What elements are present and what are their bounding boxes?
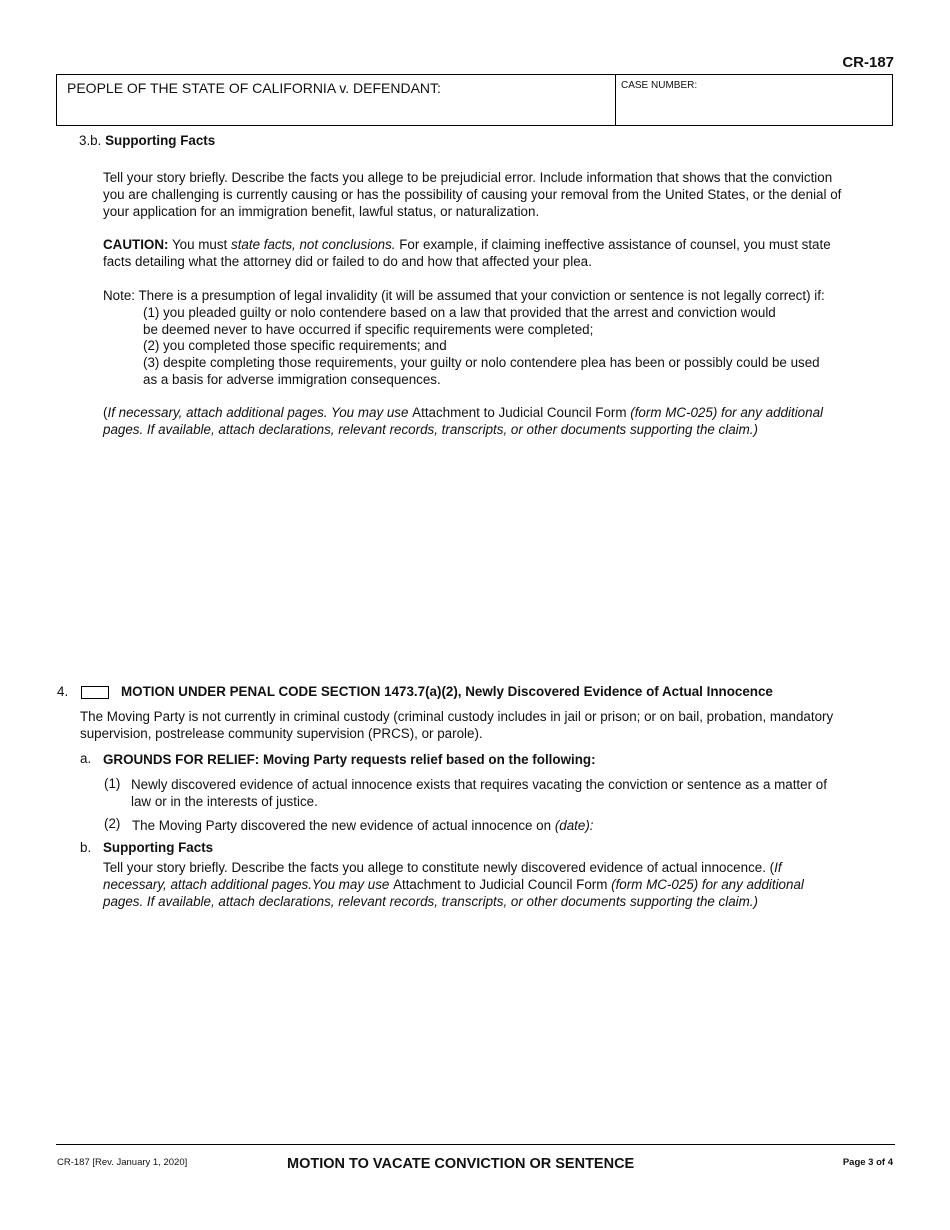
item-1-line: Newly discovered evidence of actual innocence exists that requires vacating the conviction or sentence as a matter of bbox=[131, 777, 827, 792]
date-input[interactable] bbox=[616, 814, 893, 834]
caution-paragraph bbox=[103, 237, 831, 271]
caution-emphasis: state facts, not conclusions. bbox=[231, 237, 396, 252]
section-4-title: MOTION UNDER PENAL CODE SECTION 1473.7(a)(2), Newly Discovered Evidence of Actual Innocence bbox=[121, 684, 773, 699]
note-item: (1) you pleaded guilty or nolo contendere based on a law that provided that the arrest and conviction would bbox=[143, 304, 776, 320]
instruction-line: pages. If available, attach declarations, relevant records, transcripts, or other documents supporting the claim.) bbox=[103, 893, 758, 909]
case-caption-parties: PEOPLE OF THE STATE OF CALIFORNIA v. DEFENDANT: bbox=[67, 80, 441, 96]
item-1-line: law or in the interests of justice. bbox=[131, 793, 318, 809]
footer-revision: CR-187 [Rev. January 1, 2020] bbox=[57, 1157, 188, 1168]
attach-text: If necessary, attach additional pages. You may use bbox=[107, 405, 413, 420]
item-b-title: Supporting Facts bbox=[103, 840, 214, 855]
intro-line: The Moving Party is not currently in criminal custody (criminal custody includes in jail or prison; or on bail, probation, mandatory bbox=[80, 709, 834, 724]
footer-page-number: Page 3 of 4 bbox=[842, 1157, 893, 1168]
caution-line bbox=[103, 237, 831, 254]
attach-form-name: Attachment to Judicial Council Form bbox=[393, 876, 608, 892]
section-4-intro bbox=[80, 709, 833, 743]
note-item: (3) despite completing those requirements, your guilty or nolo contendere plea has been or possibly could be used bbox=[143, 355, 820, 371]
item-b-instructions bbox=[103, 860, 804, 910]
attach-text: (form MC-025) for any additional bbox=[626, 405, 823, 420]
instruction-line bbox=[103, 877, 804, 894]
note-line: Note: There is a presumption of legal invalidity (it will be assumed that your conviction or sentence is not legally correct) if: bbox=[103, 288, 825, 303]
instruction-line bbox=[103, 860, 804, 877]
case-number-label: CASE NUMBER: bbox=[621, 80, 698, 91]
form-number: CR-187 bbox=[842, 54, 894, 71]
item-b-letter: b. bbox=[80, 840, 92, 855]
instruction-text: (form MC-025) for any additional bbox=[607, 876, 804, 892]
item-1-text bbox=[131, 777, 827, 811]
caution-line: facts detailing what the attorney did or failed to do and how that affected your plea. bbox=[103, 253, 592, 269]
section-3b-answer-area[interactable] bbox=[103, 450, 893, 670]
item-2-text bbox=[132, 818, 594, 833]
intro-line: supervision, postrelease community supervision (PRCS), or parole). bbox=[80, 725, 483, 741]
note-item: (2) you completed those specific requirements; and bbox=[143, 338, 447, 354]
item-a-letter: a. bbox=[80, 751, 92, 766]
item-1-number: (1) bbox=[104, 776, 121, 791]
caution-text: You must bbox=[168, 237, 232, 252]
section-4b-answer-area[interactable] bbox=[103, 915, 893, 1135]
section-3b-heading bbox=[79, 133, 215, 148]
case-caption-box bbox=[56, 74, 893, 126]
intro-line: your application for an immigration benefit, lawful status, or naturalization. bbox=[103, 203, 540, 219]
footer-title: MOTION TO VACATE CONVICTION OR SENTENCE bbox=[287, 1156, 635, 1172]
attach-paren: ( bbox=[103, 405, 108, 420]
intro-line: Tell your story briefly. Describe the facts you allege to be prejudicial error. Include information that shows that the conviction bbox=[103, 170, 833, 185]
item-2-label: The Moving Party discovered the new evidence of actual innocence on bbox=[132, 818, 555, 833]
caution-text: For example, if claiming ineffective assistance of counsel, you must state bbox=[395, 237, 831, 252]
attach-instructions bbox=[103, 405, 823, 439]
footer-rule bbox=[56, 1144, 895, 1145]
item-2-number: (2) bbox=[104, 816, 121, 831]
attach-line bbox=[103, 405, 823, 422]
caption-divider bbox=[615, 75, 616, 125]
note-item: be deemed never to have occurred if specific requirements were completed; bbox=[143, 321, 594, 337]
instruction-text: Tell your story briefly. Describe the facts you allege to constitute newly discovered evidence of actual innocence. ( bbox=[103, 860, 775, 875]
attach-line: pages. If available, attach declarations, relevant records, transcripts, or other documents supporting the claim.) bbox=[103, 421, 758, 437]
instruction-text: necessary, attach additional pages.You may use bbox=[103, 876, 394, 892]
intro-line: you are challenging is currently causing or has the possibility of causing your removal from the United States, or the denial of bbox=[103, 186, 842, 202]
section-3b-title: Supporting Facts bbox=[105, 133, 216, 148]
item-a-title: GROUNDS FOR RELIEF: Moving Party requests relief based on the following: bbox=[103, 752, 596, 767]
note-items bbox=[103, 305, 825, 389]
section-4-checkbox[interactable] bbox=[81, 686, 109, 699]
caution-label: CAUTION: bbox=[103, 237, 169, 252]
note-paragraph bbox=[103, 288, 825, 389]
date-label: (date): bbox=[554, 818, 594, 833]
section-3b-number: 3.b. bbox=[79, 133, 102, 148]
section-4-number: 4. bbox=[57, 684, 69, 699]
section-3b-intro bbox=[103, 170, 841, 220]
note-item: as a basis for adverse immigration consequences. bbox=[143, 371, 441, 387]
attach-form-name: Attachment to Judicial Council Form bbox=[412, 405, 627, 420]
instruction-text: If bbox=[774, 860, 782, 875]
